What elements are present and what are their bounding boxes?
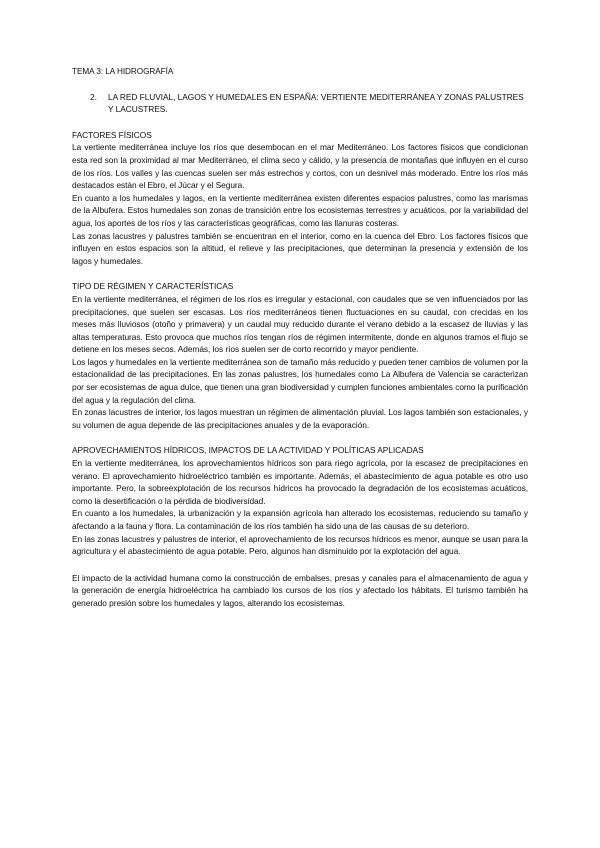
- paragraph: En las zonas lacustres y palustres de interior, el aprovechamiento de los recursos hídricos es menor, aunque se usan para la agricultura y el abastecimiento de agua potable. Pero, algunos han disminuido por la explotación del agua.: [72, 533, 528, 557]
- paragraph: En cuanto a los humedales, la urbanización y la expansión agrícola han alterado los ecosistemas, reduciendo su tamaño y afectando a la fauna y flora. La contaminación de los ríos también ha sido una de las causas de su deterioro.: [72, 508, 528, 531]
- item-number: 2.: [90, 91, 97, 102]
- section-heading: APROVECHAMIENTOS HÍDRICOS, IMPACTOS DE LA ACTIVIDAD Y POLÍTICAS APLICADAS: [72, 445, 424, 456]
- document-title: TEMA 3: LA HIDROGRAFÍA: [72, 67, 174, 76]
- paragraph: Las zonas lacustres y palustres también se encuentran en el interior, como en la cuenca del Ebro. Los factores físicos que influyen en estos espacios son la altitud, el relieve y las precipitaciones, que determinan la presencia y extensión de los lagos y humedales.: [72, 230, 528, 266]
- section-factores-fisicos: [72, 129, 528, 268]
- item-text: LA RED FLUVIAL, LAGOS Y HUMEDALES EN ESPAÑA: VERTIENTE MEDITERRÁNEA Y ZONAS PALUSTRES Y LACUSTRES.: [108, 91, 524, 115]
- paragraph: En zonas lacustres de interior, los lagos muestran un régimen de alimentación pluvial. Los lagos también son estacionales, y su volumen de agua depende de las precipitaciones anuales y de la evaporación.: [72, 407, 528, 430]
- numbered-item: [90, 91, 528, 116]
- section-heading: TIPO DE RÉGIMEN Y CARACTERÍSTICAS: [72, 281, 234, 292]
- section-heading: FACTORES FÍSICOS: [72, 129, 152, 140]
- section-tipo-regimen: [72, 280, 528, 431]
- paragraph: La vertiente mediterránea incluye los ríos que desembocan en el mar Mediterráneo. Los factores físicos que condicionan esta red son la proximidad al mar Mediterráneo, el clima seco y cálido, y la presencia de montañas que influyen en el curso de los ríos. Los valles y las cuencas suelen ser más estrechos y cortos, con un desnivel más moderado. Entre los ríos más destacados están el Ebro, el Júcar y el Segura.: [72, 142, 528, 191]
- paragraph: En cuanto a los humedales y lagos, en la vertiente mediterránea existen diferentes espacios palustres, como las marismas de la Albufera. Estos humedales son zonas de transición entre los ecosistemas terrestres y acuáticos, por la variabilidad del agua, los aportes de los ríos y las características geográficas, como las llanuras costeras.: [72, 192, 528, 228]
- closing-paragraph: El impacto de la actividad humana como la construcción de embalses, presas y canales para el almacenamiento de agua y la generación de energía hidroeléctrica ha cambiado los cursos de los ríos y afectado los hábitats. El turismo también ha generado presión sobre los humedales y lagos, alterando los ecosistemas.: [72, 572, 528, 608]
- section-aprovechamientos: [72, 444, 528, 557]
- document-page: [72, 66, 528, 610]
- paragraph: En la vertiente mediterránea, el régimen de los ríos es irregular y estacional, con caudales que se ven influenciados por las precipitaciones, que suelen ser escasas. Los ríos mediterráneos tienen fluctuaciones en su caudal, con crecidas en los meses más lluviosos (otoño y primavera) y un caudal muy reducido durante el verano debido a la escasez de lluvias y las altas temperaturas. Esto provoca que muchos ríos tengan ríos de régimen intermitente, donde en algunos tramos el flujo se detiene en los meses secos. Además, los ríos suelen ser de corto recorrido y mayor pendiente.: [72, 293, 528, 355]
- paragraph: Los lagos y humedales en la vertiente mediterránea son de tamaño más reducido y pueden tener cambios de volumen por la estacionalidad de las precipitaciones. En las zonas palustres, los humedales como La Albufera de Valencia se caracterizan por ser ecosistemas de agua dulce, que tienen una gran biodiversidad y cumplen funciones ambientales como la purificación del agua y la regulación del clima.: [72, 356, 528, 405]
- paragraph: En la vertiente mediterránea, los aprovechamientos hídricos son para riego agrícola, por la escasez de precipitaciones en verano. El aprovechamiento hidroeléctrico también es importante. Además, el abastecimiento de agua potable es otro uso importante. Pero, la sobreexplotación de los recursos hídricos ha provocado la degradación de los ecosistemas acuáticos, como la desertificación o la pérdida de biodiversidad.: [72, 458, 528, 506]
